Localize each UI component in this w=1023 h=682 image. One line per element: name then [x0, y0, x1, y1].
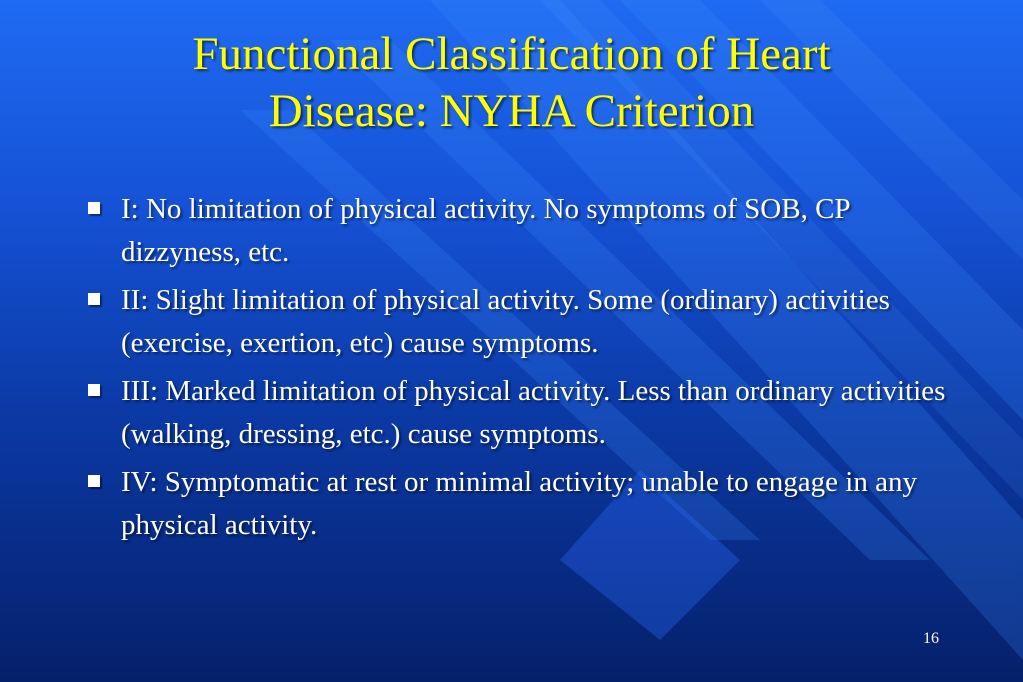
square-bullet-icon: [88, 384, 100, 396]
square-bullet-icon: [88, 202, 100, 214]
bullet-list: [88, 188, 948, 552]
bullet-item-class-i: [88, 188, 948, 274]
bullet-text: IV: Symptomatic at rest or minimal activity; unable to engage in any physical activity.: [121, 466, 917, 541]
bullet-item-class-iv: [88, 461, 948, 547]
bullet-text: III: Marked limitation of physical activity. Less than ordinary activities (walking, dressing, etc.) cause symptoms.: [121, 375, 946, 450]
slide-title-line-2: Disease: NYHA Criterion: [268, 85, 755, 137]
square-bullet-icon: [88, 475, 100, 487]
slide-title: [60, 26, 963, 140]
bullet-text: II: Slight limitation of physical activity. Some (ordinary) activities (exercise, exertion, etc) cause symptoms.: [121, 284, 890, 359]
bullet-text: I: No limitation of physical activity. No symptoms of SOB, CP dizzyness, etc.: [121, 193, 850, 268]
bullet-item-class-iii: [88, 370, 948, 456]
slide-title-line-1: Functional Classification of Heart: [192, 28, 831, 80]
page-number: 16: [923, 630, 939, 647]
square-bullet-icon: [88, 293, 100, 305]
bullet-item-class-ii: [88, 279, 948, 365]
